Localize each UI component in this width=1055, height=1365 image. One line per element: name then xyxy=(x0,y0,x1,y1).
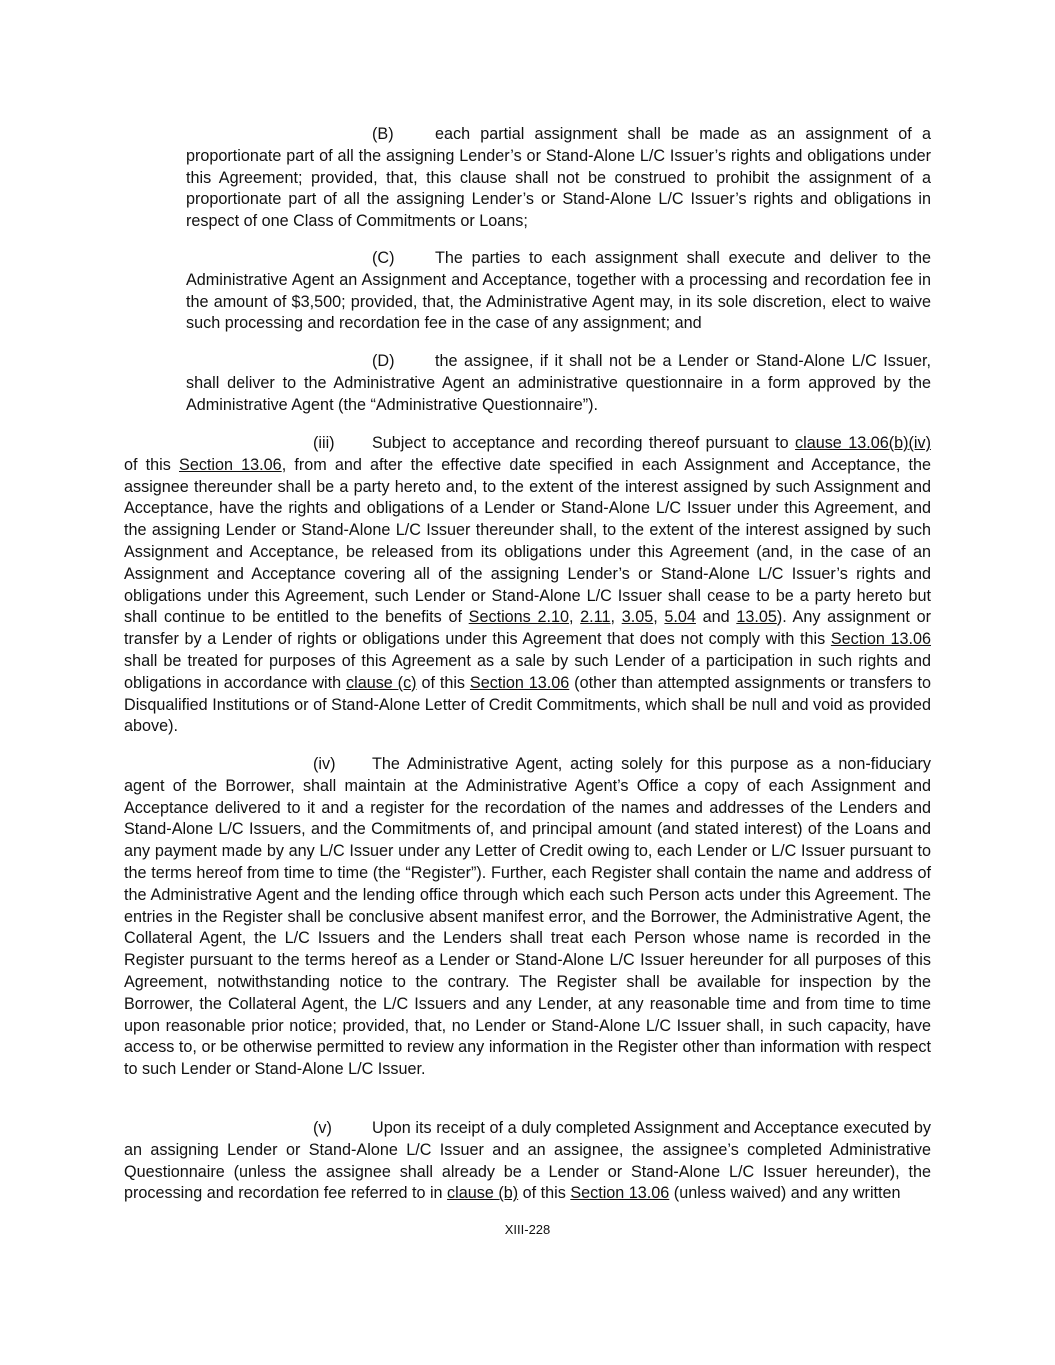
paragraph-c-marker: (C) xyxy=(372,249,395,267)
cross-reference: 2.11 xyxy=(580,608,611,627)
page-number: XIII-228 xyxy=(504,1222,551,1237)
cross-reference: Section 13.06 xyxy=(570,1184,670,1203)
cross-reference: 5.04 xyxy=(664,608,696,627)
paragraph-iii-text-3: , from and after the effective date specified in each Assignment and Acceptance, the assignee thereunder shall be a party hereto and, to the extent of the interest assigned by such Assignment and Acceptance, have the rights and obligations of a Lender or Stand-Alone L/C Issuer under this Agreement, and the assigning Lender or Stand-Alone L/C Issuer thereunder shall, to the extent of the interest assigned by such Assignment and Acceptance, be released from its obligations under this Agreement (and, in the case of an Assignment and Acceptance covering all of the assigning Lender’s or Stand-Alone L/C Issuer’s rights and obligations under this Agreement, such Lender or Stand-Alone L/C Issuer shall cease to be a party hereto but shall continue to be entitled to the benefits of xyxy=(124,455,932,627)
paragraph-d-marker: (D) xyxy=(372,352,395,370)
paragraph-iv-marker: (iv) xyxy=(313,755,336,773)
paragraph-v-text-3: (unless waived) and any written xyxy=(669,1184,901,1203)
paragraph-v xyxy=(124,1118,931,1205)
paragraph-iii-text-4: , xyxy=(568,608,581,627)
cross-reference: clause (b) xyxy=(447,1184,519,1203)
cross-reference: clause 13.06(b)(iv) xyxy=(795,434,931,452)
paragraph-c-text: The parties to each assignment shall execute and deliver to the Administrative Agent an Assignment and Acceptance, together with a processing and recordation fee in the amount of $3,500; provided, that, the Administrative Agent may, in its sole discretion, elect to waive such processing and recordation fee in the case of any assignment; and xyxy=(186,249,931,333)
paragraph-v-text-2: of this xyxy=(518,1184,571,1203)
paragraph-iii xyxy=(124,433,931,738)
cross-reference: Section 13.06 xyxy=(469,673,570,692)
paragraph-iii-text-10: of this xyxy=(416,673,470,692)
paragraph-iii-text-5: , xyxy=(610,608,622,627)
paragraph-d-text: the assignee, if it shall not be a Lender or Stand-Alone L/C Issuer, shall deliver to the Administrative Agent an administrative questionnaire in a form approved by the Administrative Agent (the “Administrative Questionnaire”). xyxy=(186,352,931,414)
cross-reference: Section 13.06 xyxy=(830,630,931,649)
paragraph-iii-text-8: ). Any assignment or transfer by a Lender of rights or obligations under this Agreement that does not comply with this xyxy=(124,608,931,649)
cross-reference: Sections 2.10 xyxy=(468,608,569,627)
paragraph-iii-text-9: shall be treated for purposes of this Agreement as a sale by such Lender of a participation in such rights and obligations in accordance with xyxy=(124,651,931,692)
paragraph-d xyxy=(186,351,931,416)
paragraph-iii-text-11: (other than attempted assignments or transfers to Disqualified Institutions or of Stand-Alone Letter of Credit Commitments, which shall be null and void as provided above). xyxy=(124,673,931,736)
cross-reference: clause (c) xyxy=(346,673,417,692)
cross-reference: 3.05 xyxy=(621,608,654,627)
paragraph-b xyxy=(186,124,931,233)
paragraph-v-marker: (v) xyxy=(313,1119,332,1137)
paragraph-iv xyxy=(124,754,931,1081)
paragraph-iii-text-7: and xyxy=(695,608,737,627)
cross-reference: 13.05 xyxy=(736,608,777,627)
paragraph-iii-marker: (iii) xyxy=(313,434,335,452)
paragraph-b-text: each partial assignment shall be made as an assignment of a proportionate part of all the assigning Lender’s or Stand-Alone L/C Issuer’s rights and obligations under this Agreement; provided, that, this clause shall not be construed to prohibit the assignment of a proportionate part of all the assigning Lender’s or Stand-Alone L/C Issuer’s rights and obligations in respect of one Class of Commitments or Loans; xyxy=(186,125,931,231)
cross-reference: Section 13.06 xyxy=(179,455,282,474)
paragraph-v-text-1: Upon its receipt of a duly completed Assignment and Acceptance executed by an assigning Lender or Stand-Alone L/C Issuer and an assignee, the assignee’s completed Administrative Questionnaire (unless the assignee shall already be a Lender or Stand-Alone L/C Issuer hereunder), the processing and recordation fee referred to in xyxy=(124,1119,931,1203)
paragraph-iii-text-2: of this xyxy=(124,455,180,474)
paragraph-c xyxy=(186,248,931,335)
paragraph-b-marker: (B) xyxy=(372,125,394,143)
paragraph-iii-text-1: Subject to acceptance and recording thereof pursuant to xyxy=(372,434,796,452)
paragraph-iv-text: The Administrative Agent, acting solely for this purpose as a non-fiduciary agent of the Borrower, shall maintain at the Administrative Agent’s Office a copy of each Assignment and Acceptance delivered to it and a register for the recordation of the names and addresses of the Lenders and Stand-Alone L/C Issuers, and the Commitments of, and principal amount (and stated interest) of the Loans and any payment made by any L/C Issuer under any Letter of Credit owing to, each Lender or L/C Issuer pursuant to the terms hereof from time to time (the “Register”). Further, each Register shall contain the name and address of the Administrative Agent and the lending office through which each such Person acts under this Agreement. The entries in the Register shall be conclusive absent manifest error, and the Borrower, the Administrative Agent, the Collateral Agent, the L/C Issuers and the Lenders shall treat each Person whose name is recorded in the Register pursuant to the terms hereof as a Lender or Stand-Alone L/C Issuer hereunder for all purposes of this Agreement, notwithstanding notice to the contrary. The Register shall be available for inspection by the Borrower, the Collateral Agent, the L/C Issuers and any Lender, at any reasonable time and from time to time upon reasonable prior notice; provided, that, no Lender or Stand-Alone L/C Issuer shall, in such capacity, have access to, or be otherwise permitted to review any information in the Register other than information with respect to such Lender or Stand-Alone L/C Issuer. xyxy=(124,755,931,1079)
paragraph-iii-text-6: , xyxy=(653,608,665,627)
